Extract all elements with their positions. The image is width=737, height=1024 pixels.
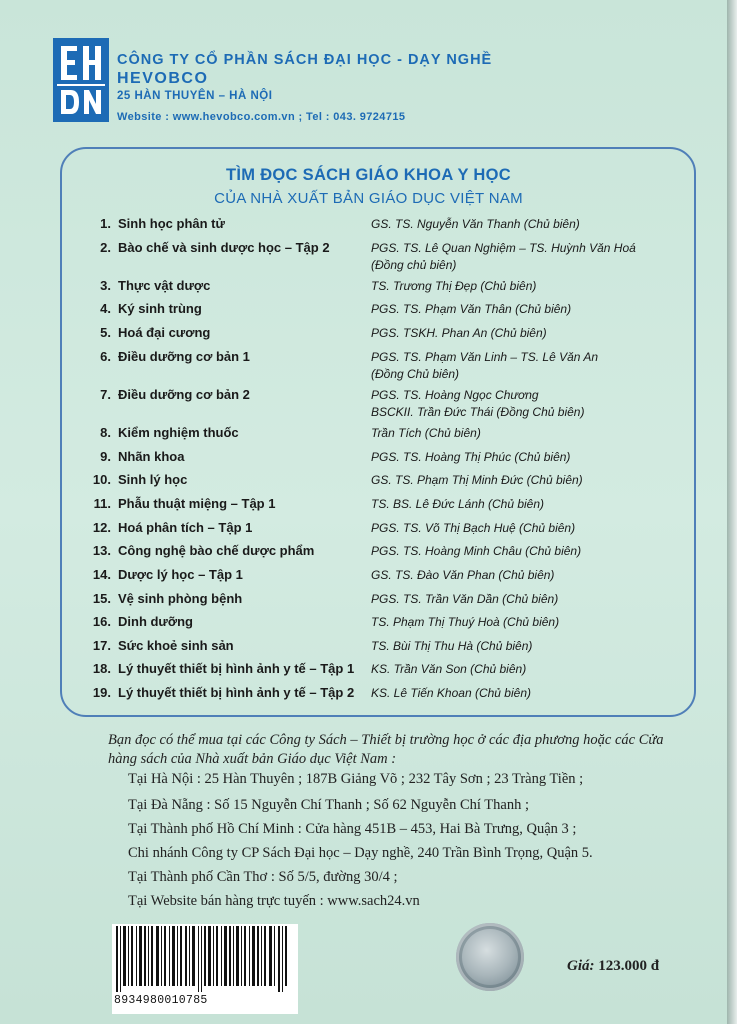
- book-list-title: TÌM ĐỌC SÁCH GIÁO KHOA Y HỌC: [226, 166, 511, 184]
- book-author: PGS. TS. Lê Quan Nghiệm – TS. Huỳnh Văn Hoá: [371, 241, 636, 255]
- publisher-logo: [53, 38, 109, 122]
- book-number: 19.: [92, 685, 111, 700]
- book-title: Sinh lý học: [118, 472, 188, 487]
- book-row: [0, 638, 737, 658]
- book-title: Vệ sinh phòng bệnh: [118, 591, 243, 606]
- book-number: 11.: [93, 496, 111, 511]
- book-title: Điều dưỡng cơ bản 1: [118, 349, 250, 364]
- book-row: [0, 591, 737, 611]
- book-title: Lý thuyết thiết bị hình ảnh y tế – Tập 1: [118, 661, 355, 676]
- book-number: 17.: [92, 638, 111, 653]
- book-title: Sức khoẻ sinh sản: [118, 638, 234, 653]
- book-row: [0, 496, 737, 516]
- book-title: Dinh dưỡng: [118, 614, 193, 629]
- barcode-icon: [112, 924, 298, 992]
- book-row: [0, 543, 737, 563]
- book-number: 14.: [92, 567, 111, 582]
- book-row: [0, 661, 737, 681]
- book-number: 8.: [100, 425, 111, 440]
- book-row: [0, 520, 737, 540]
- book-row: [0, 685, 737, 705]
- store-line-hcm: Tại Thành phố Hồ Chí Minh : Cửa hàng 451B – 453, Hai Bà Trưng, Quận 3 ;: [128, 821, 577, 837]
- book-row: [0, 472, 737, 492]
- book-title: Bào chế và sinh dược học – Tập 2: [118, 240, 330, 255]
- book-list-subtitle: CỦA NHÀ XUẤT BẢN GIÁO DỤC VIỆT NAM: [214, 190, 523, 207]
- book-number: 13.: [92, 543, 111, 558]
- book-author: KS. Trần Văn Son (Chủ biên): [371, 662, 527, 676]
- book-row: [0, 567, 737, 587]
- book-author: PGS. TS. Trần Văn Dần (Chủ biên): [371, 592, 559, 606]
- book-row: [0, 325, 737, 345]
- hologram-stamp-icon: [456, 923, 524, 991]
- store-line-branch: Chi nhánh Công ty CP Sách Đại học – Dạy nghề, 240 Trần Bình Trọng, Quận 5.: [128, 845, 593, 861]
- book-title: Kiểm nghiệm thuốc: [118, 425, 239, 440]
- book-number: 7.: [100, 387, 111, 402]
- book-row: [0, 349, 737, 381]
- book-number: 6.: [100, 349, 111, 364]
- publisher-name: CÔNG TY CỔ PHẦN SÁCH ĐẠI HỌC - DẠY NGHỀ: [117, 52, 493, 68]
- book-number: 3.: [100, 278, 111, 293]
- book-row: [0, 240, 737, 272]
- book-author: TS. Phạm Thị Thuý Hoà (Chủ biên): [371, 615, 560, 629]
- book-number: 15.: [92, 591, 111, 606]
- book-title: Hoá đại cương: [118, 325, 211, 340]
- book-row: [0, 278, 737, 298]
- book-author: TS. BS. Lê Đức Lánh (Chủ biên): [371, 497, 545, 511]
- book-title: Dược lý học – Tập 1: [118, 567, 243, 582]
- store-line-danang: Tại Đà Nẵng : Số 15 Nguyễn Chí Thanh ; Số 62 Nguyễn Chí Thanh ;: [128, 797, 530, 813]
- store-line-website: Tại Website bán hàng trực tuyến : www.sach24.vn: [128, 893, 420, 909]
- publisher-short-name: HEVOBCO: [117, 70, 209, 87]
- book-author-line2: (Đồng Chủ biên): [371, 367, 460, 381]
- book-author: PGS. TS. Võ Thị Bạch Huệ (Chủ biên): [371, 521, 576, 535]
- book-author-line2: BSCKII. Trần Đức Thái (Đồng Chủ biên): [371, 405, 585, 419]
- book-author: PGS. TS. Hoàng Ngọc Chương: [371, 388, 539, 402]
- price: [567, 958, 659, 975]
- book-number: 2.: [100, 240, 111, 255]
- book-number: 16.: [92, 614, 111, 629]
- book-row: [0, 216, 737, 236]
- price-value: 123.000 đ: [598, 958, 660, 974]
- book-author-line2: (Đồng chủ biên): [371, 258, 457, 272]
- book-title: Phẫu thuật miệng – Tập 1: [118, 496, 276, 511]
- publisher-logo-icon: [55, 40, 107, 120]
- store-intro: Bạn đọc có thể mua tại các Công ty Sách – Thiết bị trường học ở các địa phương hoặc các Cửa hàng sách của Nhà xuất bản Giáo dục Việt Nam :: [108, 732, 664, 767]
- book-number: 4.: [100, 301, 111, 316]
- book-number: 5.: [100, 325, 111, 340]
- book-row: [0, 387, 737, 419]
- book-title: Ký sinh trùng: [118, 301, 202, 316]
- book-author: GS. TS. Nguyễn Văn Thanh (Chủ biên): [371, 217, 580, 231]
- book-row: [0, 301, 737, 321]
- book-author: KS. Lê Tiến Khoan (Chủ biên): [371, 686, 531, 700]
- book-author: PGS. TSKH. Phan An (Chủ biên): [371, 326, 547, 340]
- book-author: GS. TS. Phạm Thị Minh Đức (Chủ biên): [371, 473, 583, 487]
- book-number: 12.: [92, 520, 111, 535]
- book-row: [0, 449, 737, 469]
- book-author: Trần Tích (Chủ biên): [371, 426, 481, 440]
- book-author: TS. Bùi Thị Thu Hà (Chủ biên): [371, 639, 533, 653]
- book-author: GS. TS. Đào Văn Phan (Chủ biên): [371, 568, 555, 582]
- book-title: Nhãn khoa: [118, 449, 185, 464]
- book-title: Điều dưỡng cơ bản 2: [118, 387, 250, 402]
- book-author: PGS. TS. Phạm Văn Thân (Chủ biên): [371, 302, 572, 316]
- book-author: PGS. TS. Hoàng Thị Phúc (Chủ biên): [371, 450, 571, 464]
- book-title: Thực vật dược: [118, 278, 211, 293]
- book-number: 18.: [92, 661, 111, 676]
- publisher-contact: Website : www.hevobco.com.vn ; Tel : 043. 9724715: [117, 111, 406, 123]
- book-author: PGS. TS. Hoàng Minh Châu (Chủ biên): [371, 544, 582, 558]
- book-author: PGS. TS. Phạm Văn Linh – TS. Lê Văn An: [371, 350, 599, 364]
- book-title: Công nghệ bào chế dược phẩm: [118, 543, 315, 558]
- publisher-address: 25 HÀN THUYÊN – HÀ NỘI: [117, 90, 273, 102]
- store-line-cantho: Tại Thành phố Cần Thơ : Số 5/5, đường 30/4 ;: [128, 869, 398, 885]
- book-title: Hoá phân tích – Tập 1: [118, 520, 253, 535]
- book-title: Sinh học phân tử: [118, 216, 225, 231]
- book-number: 10.: [92, 472, 111, 487]
- price-label: Giá:: [567, 958, 595, 974]
- book-row: [0, 614, 737, 634]
- book-number: 9.: [100, 449, 111, 464]
- book-title: Lý thuyết thiết bị hình ảnh y tế – Tập 2: [118, 685, 355, 700]
- book-number: 1.: [100, 216, 111, 231]
- book-row: [0, 425, 737, 445]
- barcode-number: 8934980010785: [114, 994, 208, 1007]
- store-line-hanoi: Tại Hà Nội : 25 Hàn Thuyên ; 187B Giảng Võ ; 232 Tây Sơn ; 23 Tràng Tiền ;: [128, 771, 584, 787]
- book-author: TS. Trương Thị Đẹp (Chủ biên): [371, 279, 537, 293]
